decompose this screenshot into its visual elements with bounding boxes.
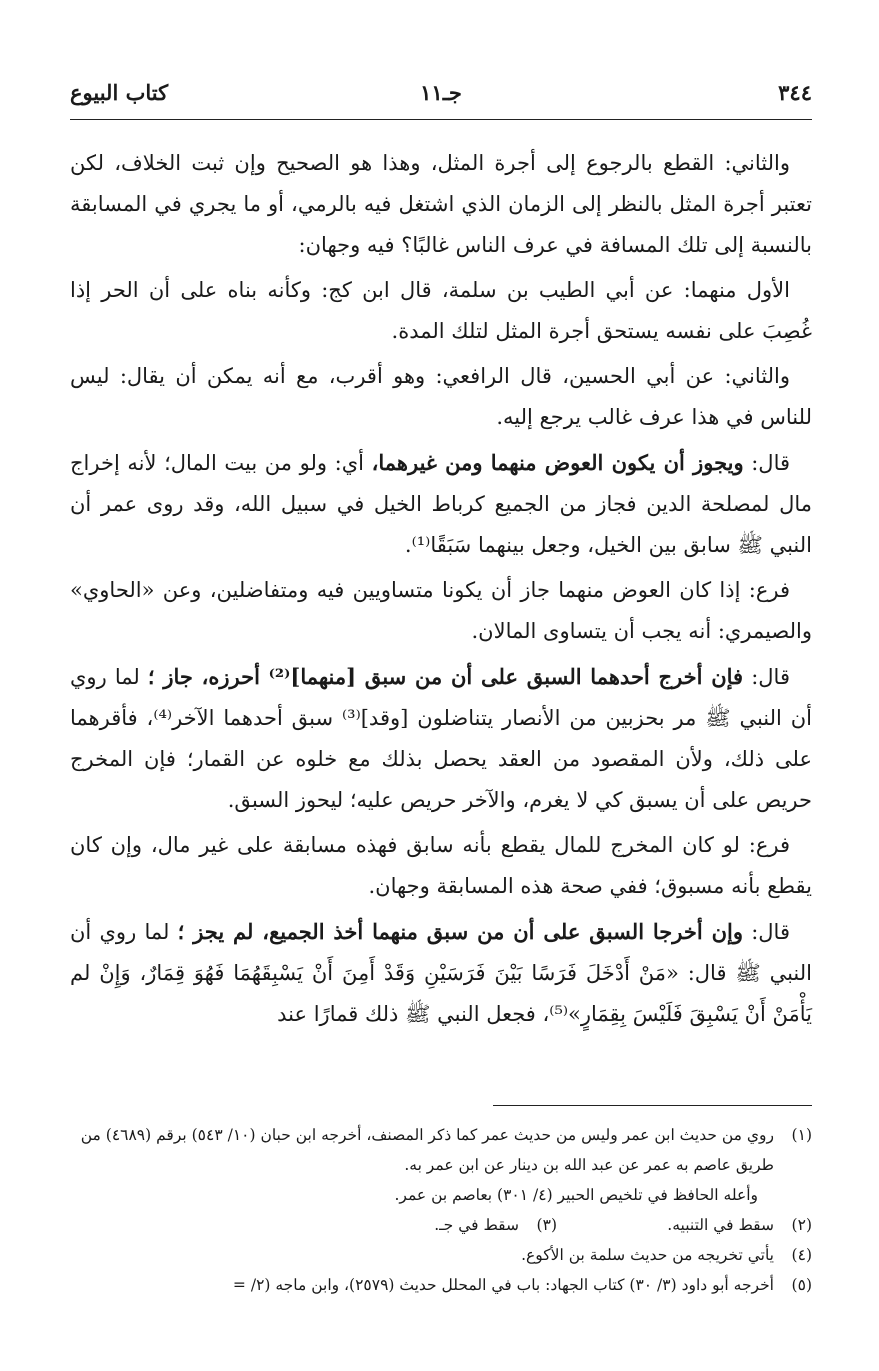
commentary-text: أي: ولو من بيت المال؛ لأنه إخراج مال لمصلحة الدين فجاز من الجميع كرباط الخيل في سبيل الله، وقد روى عمر أن النبي ﷺ سابق بين الخيل، وجعل بينهما سَبَقًا⁽¹⁾. (70, 451, 812, 557)
paragraph: فرع: لو كان المخرج للمال يقطع بأنه سابق فهذه مسابقة على غير مال، وإن كان يقطع بأنه مسبوق؛ ففي صحة هذه المسابقة وجهان. (70, 833, 812, 898)
paragraph: والثاني: القطع بالرجوع إلى أجرة المثل، وهذا هو الصحيح وإن ثبت الخلاف، لكن تعتبر أجرة المثل بالنظر إلى الزمان الذي اشتغل فيه بالرمي، أو ما يجري في المسابقة بالنسبة إلى تلك المسافة في عرف الناس غالبًا؟ فيه وجهان: (70, 151, 812, 257)
paragraph (70, 911, 812, 1035)
commentary-text: لما روي أن النبي ﷺ مر بحزبين من الأنصار يتناضلون [وقد]⁽³⁾ سبق أحدهما الآخر⁽⁴⁾، فأقرهما على ذلك، ولأن المقصود من العقد يحصل بذلك مع خلوه عن القمار؛ فإن المخرج حريص على أن يسبق كي لا يغرم، والآخر حريص عليه؛ ليحوز السبق. (70, 665, 812, 812)
footnote-number: (٢) (791, 1216, 812, 1234)
footnote-5 (40, 1270, 812, 1300)
footnote-text: أخرجه أبو داود (٣/ ٣٠) كتاب الجهاد: باب في المحلل حديث (٢٥٧٩)، وابن ماجه (٢/ = (232, 1276, 774, 1294)
paragraph: الأول منهما: عن أبي الطيب بن سلمة، قال ابن كج: وكأنه بناه على أن الحر إذا غُصِبَ على نفسه يستحق أجرة المثل لتلك المدة. (70, 278, 812, 343)
paragraph: والثاني: عن أبي الحسين، قال الرافعي: وهو أقرب، مع أنه يمكن أن يقال: ليس للناس في هذا عرف غالب يرجع إليه. (70, 364, 812, 429)
paragraph (70, 442, 812, 566)
footnote-continuation: وأعله الحافظ في تلخيص الحبير (٤/ ٣٠١) بعاصم بن عمر. (394, 1186, 758, 1204)
volume-label: جـ١١ (420, 80, 462, 105)
page-header (70, 80, 812, 114)
commentary-text: لما روي أن النبي ﷺ قال: «مَنْ أَدْخَلَ فَرَسًا بَيْنَ فَرَسَيْنِ وَقَدْ أَمِنَ أَنْ يَسْبِقَهُمَا فَهُوَ قِمَارٌ، وَإِنْ لم يَأْمَنْ أَنْ يَسْبِقَ فَلَيْسَ بِقِمَارٍ»⁽⁵⁾، فجعل النبي ﷺ ذلك قمارًا عند (70, 920, 812, 1026)
footnote-4 (40, 1240, 812, 1270)
matn-text: فإن أخرج أحدهما السبق على أن من سبق [منهما]⁽²⁾ أحرزه، جاز ؛ (147, 664, 744, 689)
footnote-2 (667, 1210, 812, 1240)
paragraph-lead: قال: (742, 920, 790, 944)
paragraph-lead: قال: (743, 665, 790, 689)
footnote-divider (493, 1105, 812, 1106)
matn-text: ويجوز أن يكون العوض منهما ومن غيرهما، (371, 450, 744, 475)
footnote-text: سقط في جـ. (434, 1216, 519, 1234)
footnote-number: (١) (791, 1126, 812, 1144)
footnote-text: يأتي تخريجه من حديث سلمة بن الأكوع. (521, 1246, 774, 1264)
footnote-row (40, 1210, 812, 1240)
header-divider (70, 119, 812, 120)
matn-text: وإن أخرجا السبق على أن من سبق منهما أخذ الجميع، لم يجز ؛ (177, 919, 743, 944)
book-title: كتاب البيوع (70, 80, 169, 105)
paragraph (70, 656, 812, 821)
footnote-text: سقط في التنبيه. (667, 1216, 774, 1234)
footnote-number: (٤) (791, 1246, 812, 1264)
footnote-text: روي من حديث ابن عمر وليس من حديث عمر كما ذكر المصنف، أخرجه ابن حبان (١٠/ ٥٤٣) برقم (٤٦٨٩) من طريق عاصم به عمر عن عبد الله بن دينار عن ابن عمر به. (80, 1126, 774, 1174)
footnote-number: (٥) (791, 1276, 812, 1294)
footnote-number: (٣) (536, 1216, 557, 1234)
main-text (70, 143, 812, 1039)
page-number: ٣٤٤ (778, 80, 812, 105)
paragraph-lead: قال: (743, 451, 790, 475)
paragraph: فرع: إذا كان العوض منهما جاز أن يكونا متساويين فيه ومتفاضلين، وعن «الحاوي» والصيمري: أنه يجب أن يتساوى المالان. (70, 578, 812, 643)
footnote-3 (434, 1210, 557, 1240)
footnotes (40, 1120, 812, 1300)
footnote-1 (40, 1120, 812, 1210)
